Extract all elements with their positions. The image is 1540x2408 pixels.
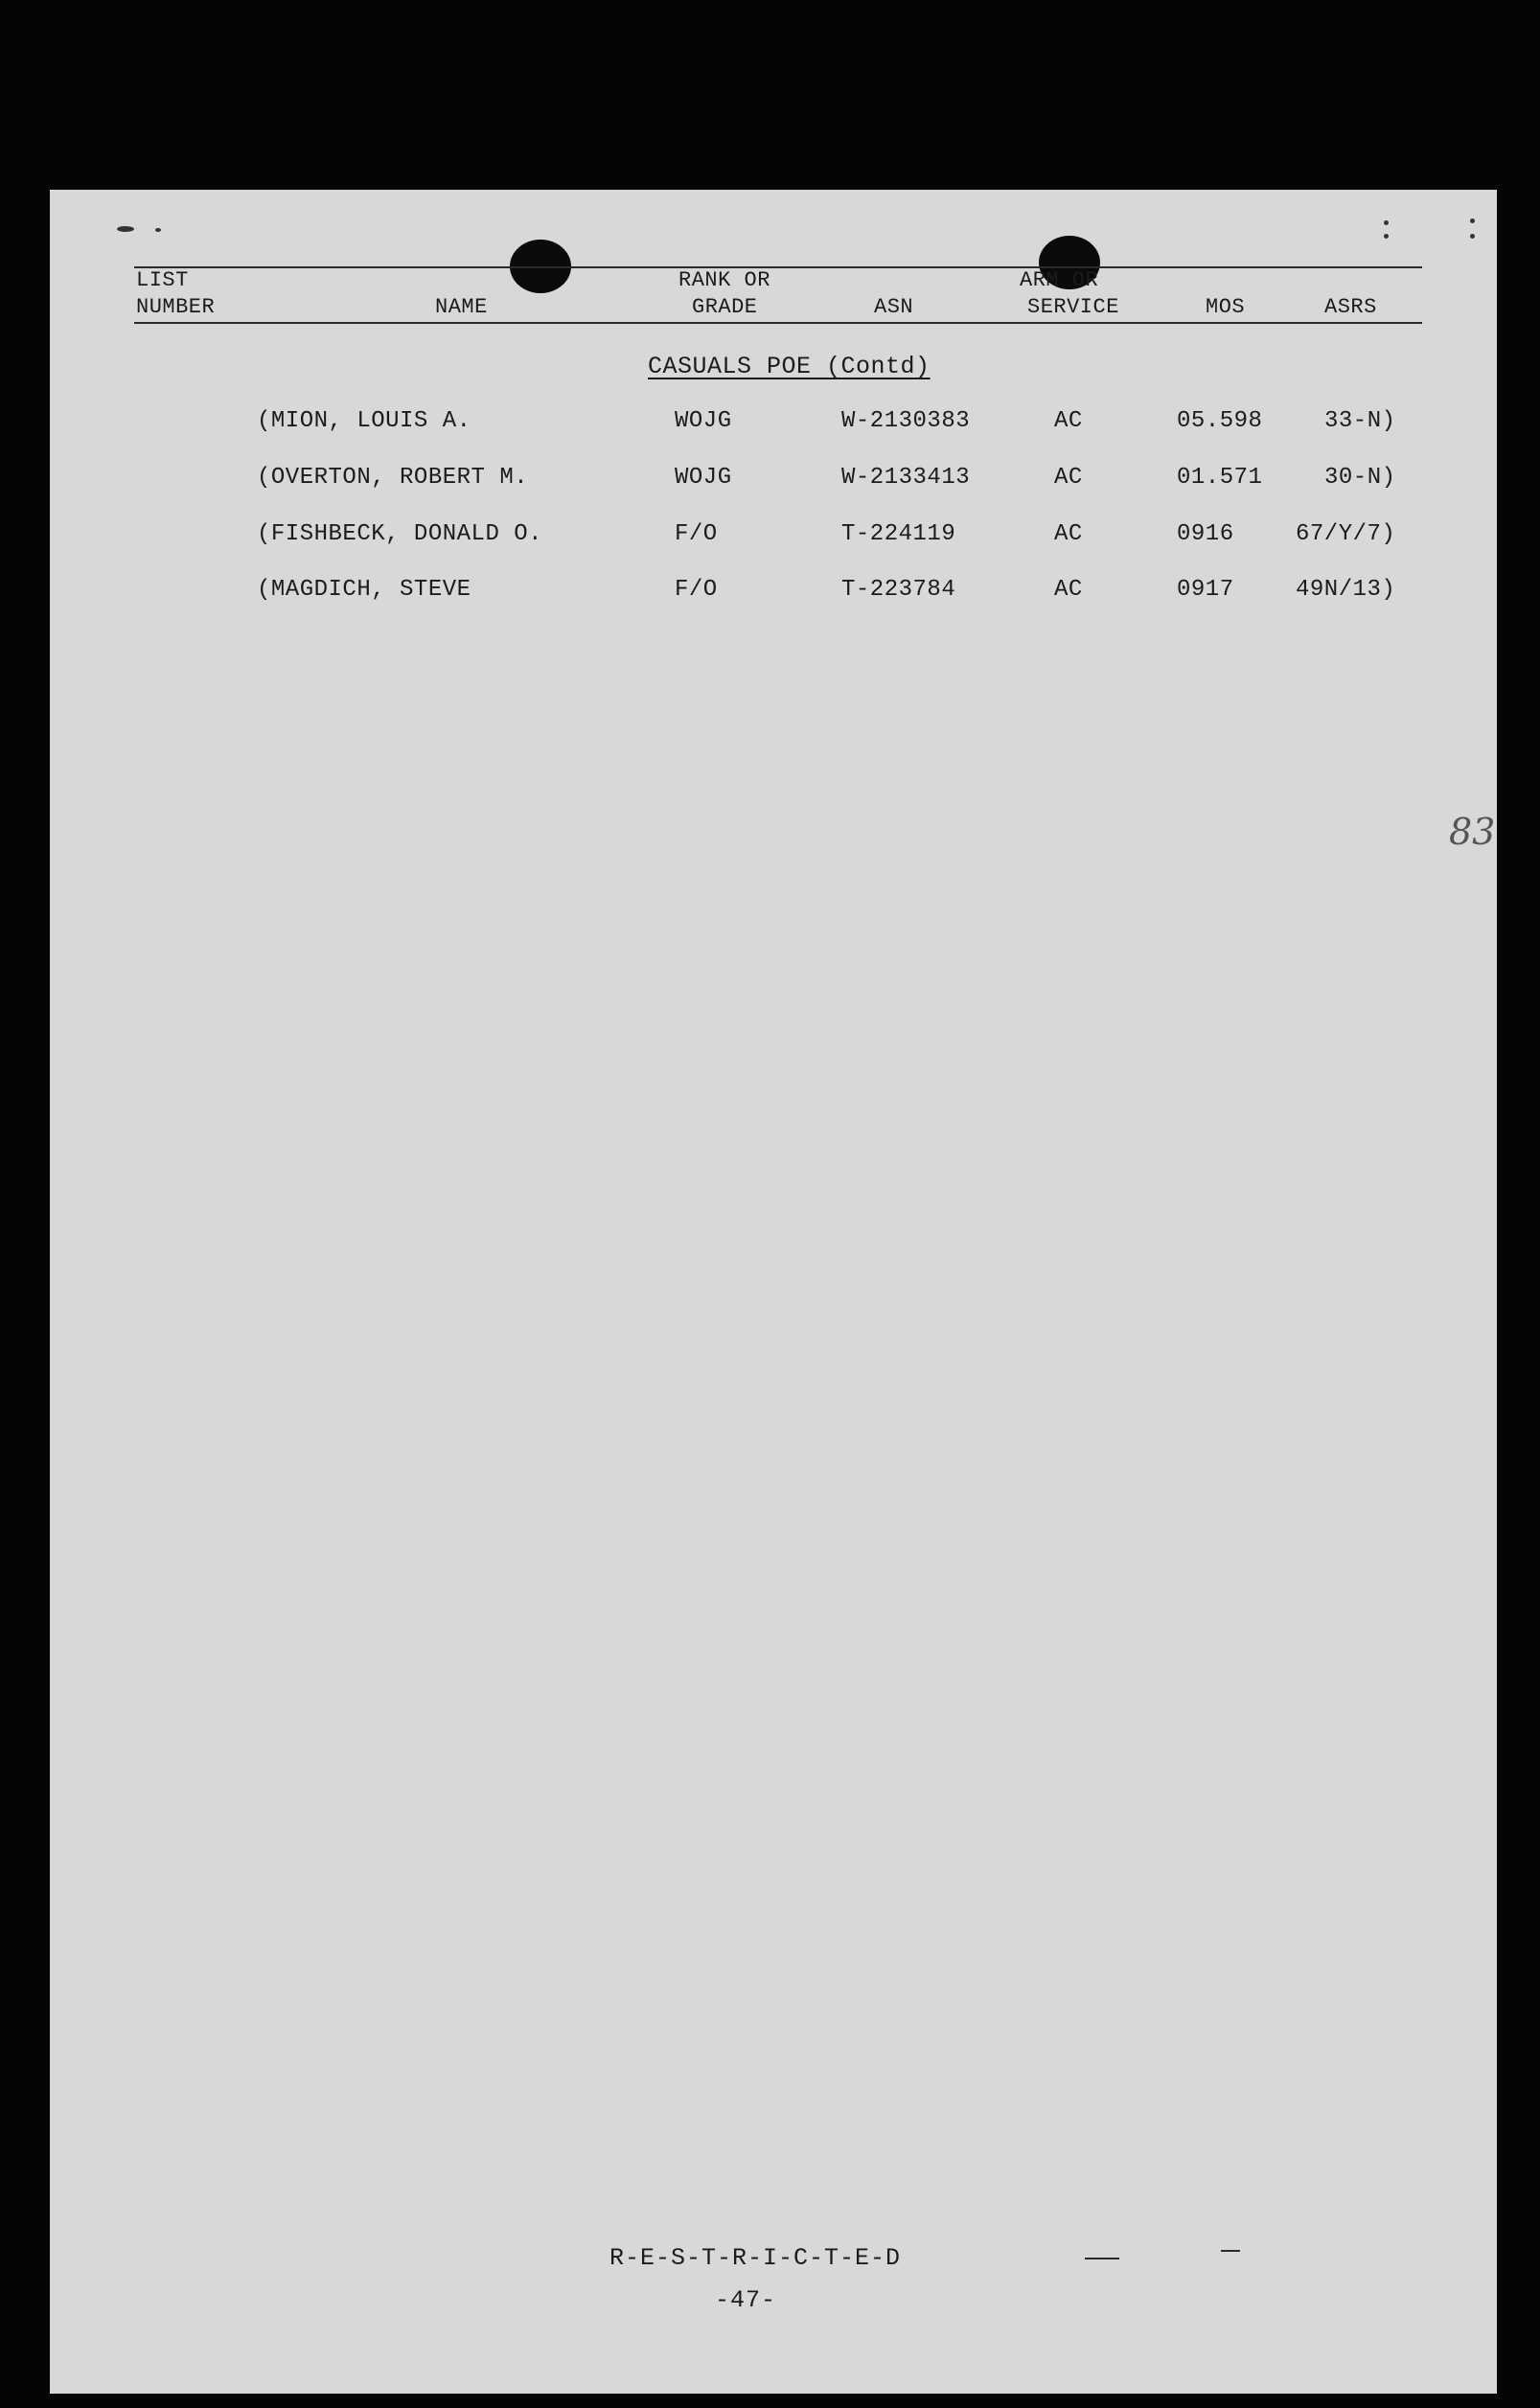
row-grade: F/O [675, 521, 718, 547]
row-asn: T-224119 [841, 521, 956, 547]
header-bottom-rule [134, 322, 1422, 324]
row-asrs: 33-N) [1324, 408, 1396, 434]
header-mos: MOS [1206, 295, 1246, 319]
row-name: (FISHBECK, DONALD O. [257, 521, 543, 547]
row-asrs: 49N/13) [1296, 577, 1396, 603]
header-rank-line1: RANK OR [678, 268, 770, 292]
header-arm-line1: ARM OR [1020, 268, 1099, 292]
row-mos: 01.571 [1177, 465, 1263, 491]
row-name: (OVERTON, ROBERT M. [257, 465, 529, 491]
header-asn: ASN [874, 295, 914, 319]
row-grade: F/O [675, 577, 718, 603]
footer-classification: R-E-S-T-R-I-C-T-E-D [609, 2244, 902, 2272]
document-page [50, 190, 1497, 2394]
row-asrs: 30-N) [1324, 465, 1396, 491]
top-mark [1384, 234, 1389, 239]
header-name: NAME [435, 295, 488, 319]
row-grade: WOJG [675, 465, 732, 491]
top-mark [117, 226, 134, 232]
footer-page-number: -47- [715, 2286, 777, 2314]
header-rank-line2: GRADE [692, 295, 758, 319]
row-service: AC [1054, 521, 1083, 547]
row-service: AC [1054, 465, 1083, 491]
row-mos: 05.598 [1177, 408, 1263, 434]
footer-stray-mark [1085, 2258, 1119, 2259]
row-asn: W-2133413 [841, 465, 971, 491]
section-title: CASUALS POE (Contd) [648, 353, 931, 380]
header-list-number-line2: NUMBER [136, 295, 216, 319]
header-top-rule [134, 266, 1422, 268]
top-mark [1470, 234, 1475, 239]
row-asn: T-223784 [841, 577, 956, 603]
top-mark [1470, 218, 1475, 223]
row-mos: 0917 [1177, 577, 1234, 603]
header-list-number-line1: LIST [136, 268, 189, 292]
top-mark [155, 228, 161, 232]
header-asrs: ASRS [1324, 295, 1377, 319]
top-mark [1384, 220, 1389, 225]
row-name: (MION, LOUIS A. [257, 408, 471, 434]
row-service: AC [1054, 408, 1083, 434]
header-arm-line2: SERVICE [1027, 295, 1119, 319]
row-asrs: 67/Y/7) [1296, 521, 1396, 547]
row-name: (MAGDICH, STEVE [257, 577, 471, 603]
row-grade: WOJG [675, 408, 732, 434]
row-service: AC [1054, 577, 1083, 603]
handwritten-page-number: 83 [1449, 811, 1496, 853]
footer-stray-mark [1221, 2250, 1240, 2252]
row-mos: 0916 [1177, 521, 1234, 547]
row-asn: W-2130383 [841, 408, 971, 434]
